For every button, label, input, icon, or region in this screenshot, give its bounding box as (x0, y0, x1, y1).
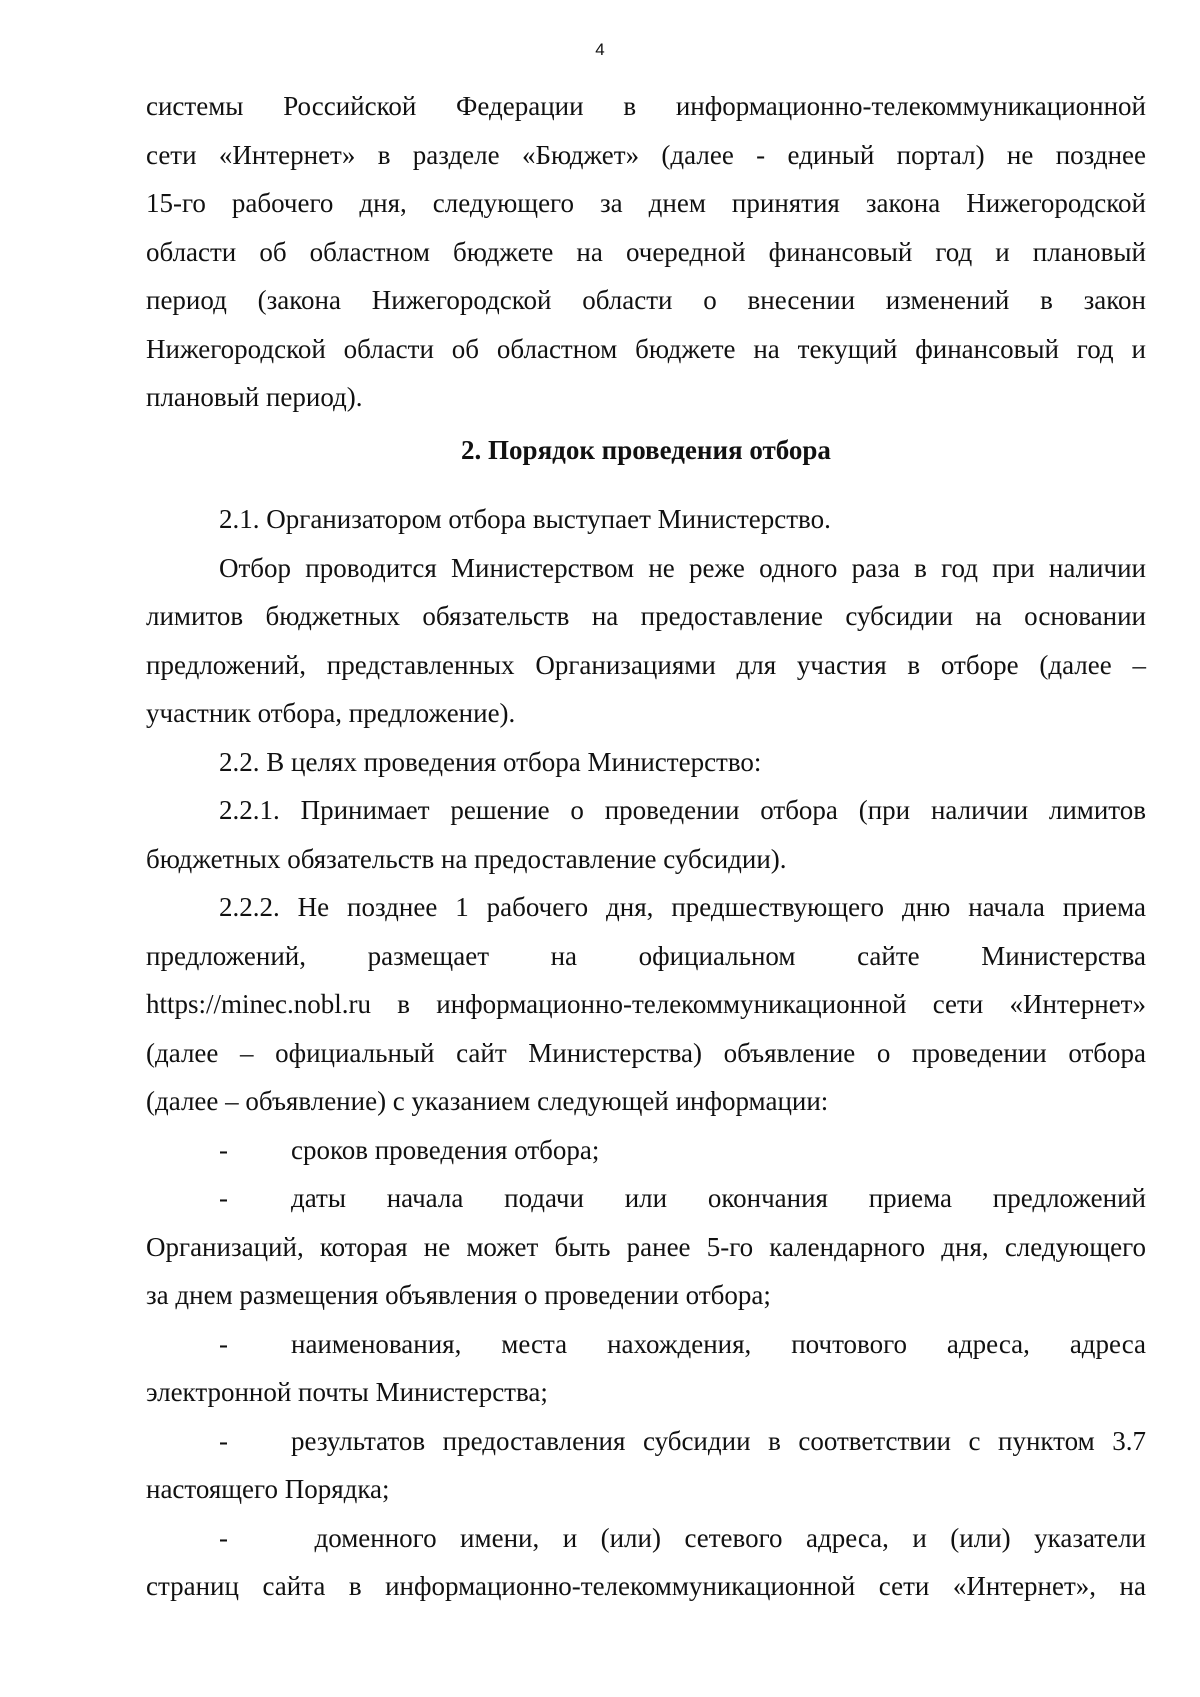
selection-line: лимитов бюджетных обязательств на предоставление субсидии на основании (146, 601, 1146, 631)
list-item-continuation-last: электронной почты Министерства; (146, 1377, 548, 1407)
document-body (146, 82, 1146, 1611)
intro-line: 15-го рабочего дня, следующего за днем принятия закона Нижегородской (146, 188, 1146, 218)
paragraph-2-2-2-line: 2.2.2. Не позднее 1 рабочего дня, предшествующего дню начала приема (219, 892, 1146, 922)
intro-line: области об областном бюджете на очередной финансовый год и плановый (146, 236, 1146, 267)
list-item-text: даты начала подачи или окончания приема предложений (291, 1183, 1146, 1213)
list-item-continuation-last: настоящего Порядка; (146, 1474, 390, 1504)
list-item (146, 1174, 1146, 1223)
intro-line: период (закона Нижегородской области о внесении изменений в закон (146, 285, 1146, 315)
list-item-text: результатов предоставления субсидии в соответствии с пунктом 3.7 (291, 1425, 1146, 1456)
section-heading: 2. Порядок проведения отбора (461, 434, 831, 465)
list-item-continuation: Организаций, которая не может быть ранее 5-го календарного дня, следующего (146, 1231, 1146, 1262)
intro-line: системы Российской Федерации в информационно-телекоммуникационной (146, 91, 1146, 121)
list-item-text: доменного имени, и (или) сетевого адреса, и (или) указатели (291, 1522, 1146, 1553)
paragraph-2-2-2-last: (далее – объявление) с указанием следующей информации: (146, 1086, 829, 1116)
intro-line: Нижегородской области об областном бюджете на текущий финансовый год и (146, 333, 1146, 364)
list-item-text: наименования, места нахождения, почтового адреса, адреса (291, 1328, 1146, 1359)
paragraph-2-1: 2.1. Организатором отбора выступает Министерство. (219, 504, 831, 534)
intro-line-last: плановый период). (146, 382, 363, 412)
intro-line: сети «Интернет» в разделе «Бюджет» (далее - единый портал) не позднее (146, 139, 1146, 170)
list-item-continuation: страниц сайта в информационно-телекоммуникационной сети «Интернет», на (146, 1571, 1146, 1601)
selection-line: предложений, представленных Организациями для участия в отборе (далее – (146, 649, 1146, 680)
list-item (146, 1417, 1146, 1466)
selection-line: Отбор проводится Министерством не реже одного раза в год при наличии (219, 552, 1146, 583)
paragraph-2-2-2-line: предложений, размещает на официальном сайте Министерства (146, 940, 1146, 971)
bullet-dash: - (219, 1183, 228, 1213)
bullet-dash: - (219, 1134, 228, 1165)
selection-line-last: участник отбора, предложение). (146, 698, 516, 728)
paragraph-2-2-2-line: (далее – официальный сайт Министерства) объявление о проведении отбора (146, 1037, 1146, 1068)
bullet-dash: - (219, 1522, 228, 1553)
list-item (146, 1320, 1146, 1369)
paragraph-2-2-2-line: https://minec.nobl.ru в информационно-телекоммуникационной сети «Интернет» (146, 989, 1146, 1019)
list-item (146, 1126, 1146, 1175)
list-item-text: сроков проведения отбора; (291, 1134, 600, 1165)
list-item-continuation-last: за днем размещения объявления о проведении отбора; (146, 1280, 771, 1310)
paragraph-2-2-1-last: бюджетных обязательств на предоставление субсидии). (146, 843, 787, 874)
bullet-dash: - (219, 1425, 228, 1456)
page-number: 4 (595, 40, 605, 59)
list-item (146, 1514, 1146, 1563)
bullet-dash: - (219, 1328, 228, 1359)
paragraph-2-2: 2.2. В целях проведения отбора Министерство: (219, 746, 762, 777)
paragraph-2-2-1: 2.2.1. Принимает решение о проведении отбора (при наличии лимитов (219, 795, 1146, 825)
